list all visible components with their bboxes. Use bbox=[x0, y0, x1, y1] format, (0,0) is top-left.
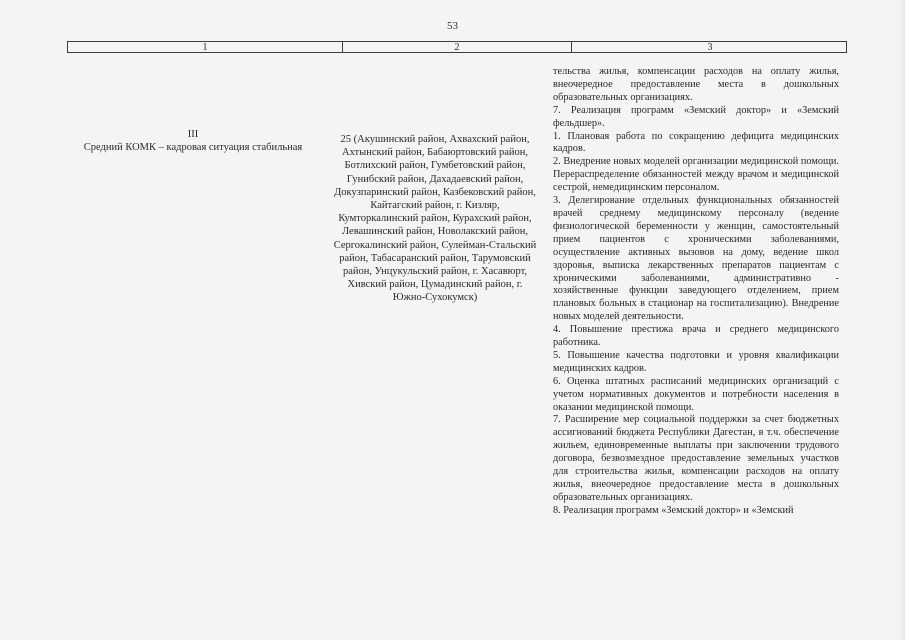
column-header-3: 3 bbox=[571, 42, 848, 52]
column-1-cell bbox=[68, 128, 318, 154]
measure-paragraph: 1. Плановая работа по сокращению дефицита медицинских кадров. bbox=[553, 130, 839, 155]
measure-paragraph: 3. Делегирование отдельных функциональных обязанностей врачей среднему медицинскому персоналу (ведение физиологической беременности у женщин, самостоятельный прием пациентов с хроническими заболеваниями, осуществление активных вызовов на дому, ведение школ здоровья, выписка лекарственных препаратов пациентам с хроническими заболеваниями, административно - хозяйственные функции заведующего отделением, прием плановых больных в стационар на госпитализацию). Внедрение новых моделей деятельности. bbox=[553, 195, 839, 323]
measure-paragraph: 7. Реализация программ «Земский доктор» и «Земский фельдшер». bbox=[553, 104, 839, 129]
category-title: Средний КОМК – кадровая ситуация стабильная bbox=[83, 142, 303, 153]
scan-edge-shadow bbox=[899, 0, 905, 640]
column-header-2: 2 bbox=[342, 42, 571, 52]
table-header-row bbox=[67, 41, 847, 53]
level-label: III bbox=[187, 129, 199, 140]
measure-paragraph: 4. Повышение престижа врача и среднего медицинского работника. bbox=[553, 324, 839, 349]
column-3-cell bbox=[553, 66, 839, 518]
measure-paragraph: 2. Внедрение новых моделей организации медицинской помощи. Перераспределение обязанностей между врачом и медицинской сестрой, немедицинским персоналом. bbox=[553, 156, 839, 194]
column-header-1: 1 bbox=[202, 42, 208, 53]
measure-paragraph: 7. Расширение мер социальной поддержки за счет бюджетных ассигнований бюджета Республики Дагестан, в т.ч. обеспечение жильем, единовременные выплаты при заключении трудового договора, безвозмездное предоставление земельных участков для строительства жилья, компенсации расходов на оплату жилья, внеочередное предоставление места в дошкольных образовательных организациях. bbox=[553, 414, 839, 503]
page-number: 53 bbox=[447, 20, 458, 32]
column-2-cell: 25 (Акушинский район, Ахвахский район, Ахтынский район, Бабаюртовский район, Ботлихский район, Гумбетовский район, Гунибский район, Дахадаевский район, Докузпаринский район, Казбековский район, Кайтагский район, г. Кизляр, Кумторкалинский район, Курахский район, Левашинский район, Новолакский район, Сергокалинский район, Сулейман-Стальский район, Табасаранский район, Тарумовский район, Унцукульский район, г. Хасавюрт, Хивский район, Цумадинский район, г. Южно-Сухокумск) bbox=[333, 134, 537, 304]
measure-paragraph: 5. Повышение качества подготовки и уровня квалификации медицинских кадров. bbox=[553, 349, 839, 374]
measure-paragraph: 8. Реализация программ «Земский доктор» и «Земский bbox=[553, 504, 794, 516]
measure-paragraph: тельства жилья, компенсации расходов на оплату жилья, внеочередное предоставление места в дошкольных образовательных организациях. bbox=[553, 66, 839, 103]
measure-paragraph: 6. Оценка штатных расписаний медицинских организаций с учетом нормативных документов и потребности населения в оказании медицинской помощи. bbox=[553, 375, 839, 413]
